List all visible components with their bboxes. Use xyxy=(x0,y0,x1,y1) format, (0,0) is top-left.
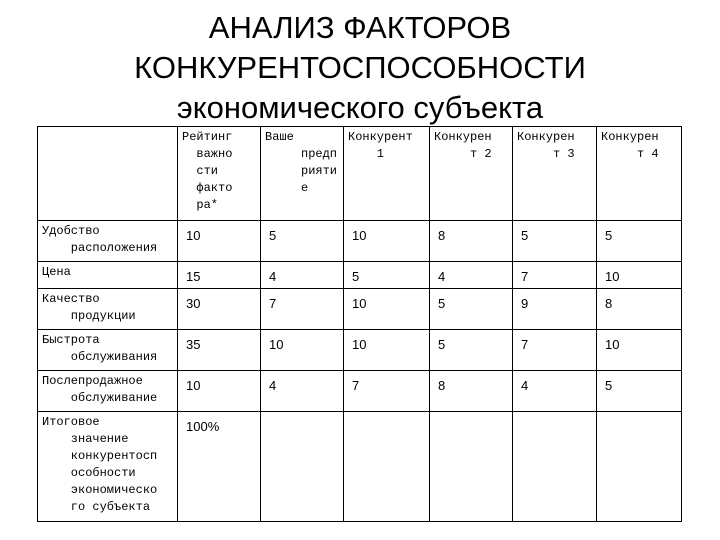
value-cell: 10 xyxy=(261,330,344,371)
value-cell: 9 xyxy=(513,289,597,330)
value-cell: 7 xyxy=(261,289,344,330)
value-cell xyxy=(344,412,430,522)
table-row xyxy=(38,412,682,522)
value-cell xyxy=(430,412,513,522)
header-cell: Конкурен т 4 xyxy=(597,127,682,221)
value-cell: 8 xyxy=(430,221,513,262)
value-cell: 5 xyxy=(597,221,682,262)
table-row xyxy=(38,371,682,412)
page-title xyxy=(0,8,720,128)
header-cell: Конкурент 1 xyxy=(344,127,430,221)
title-line-1: АНАЛИЗ ФАКТОРОВ xyxy=(208,10,512,45)
value-cell: 4 xyxy=(513,371,597,412)
value-cell: 5 xyxy=(430,330,513,371)
value-cell: 5 xyxy=(261,221,344,262)
value-cell: 10 xyxy=(597,330,682,371)
value-cell: 10 xyxy=(344,330,430,371)
value-cell: 10 xyxy=(178,221,261,262)
value-cell xyxy=(597,412,682,522)
header-cell: Конкурен т 2 xyxy=(430,127,513,221)
value-cell: 10 xyxy=(597,262,682,289)
row-label: Качество продукции xyxy=(38,289,178,330)
value-cell: 7 xyxy=(344,371,430,412)
value-cell: 4 xyxy=(261,262,344,289)
competitiveness-table xyxy=(37,126,682,522)
row-label: Быстрота обслуживания xyxy=(38,330,178,371)
value-cell: 15 xyxy=(178,262,261,289)
value-cell xyxy=(513,412,597,522)
value-cell: 30 xyxy=(178,289,261,330)
table-header-row xyxy=(38,127,682,221)
header-cell: Конкурен т 3 xyxy=(513,127,597,221)
value-cell: 10 xyxy=(344,289,430,330)
value-cell: 5 xyxy=(513,221,597,262)
header-cell: Рейтинг важно сти факто ра* xyxy=(178,127,261,221)
row-label: Цена xyxy=(38,262,178,289)
row-label: Послепродажное обслуживание xyxy=(38,371,178,412)
header-empty-cell xyxy=(38,127,178,221)
row-label: Удобство расположения xyxy=(38,221,178,262)
value-cell: 100% xyxy=(178,412,261,522)
value-cell: 10 xyxy=(344,221,430,262)
value-cell: 7 xyxy=(513,330,597,371)
header-cell: Ваше предп рияти е xyxy=(261,127,344,221)
value-cell: 5 xyxy=(597,371,682,412)
value-cell: 5 xyxy=(430,289,513,330)
value-cell: 4 xyxy=(261,371,344,412)
table-row xyxy=(38,262,682,289)
value-cell: 8 xyxy=(597,289,682,330)
value-cell: 5 xyxy=(344,262,430,289)
title-line-2: КОНКУРЕНТОСПОСОБНОСТИ xyxy=(134,50,586,85)
value-cell: 8 xyxy=(430,371,513,412)
value-cell: 10 xyxy=(178,371,261,412)
value-cell: 7 xyxy=(513,262,597,289)
table-row xyxy=(38,221,682,262)
value-cell: 35 xyxy=(178,330,261,371)
value-cell: 4 xyxy=(430,262,513,289)
title-line-3: экономического субъекта xyxy=(176,90,544,125)
table-row xyxy=(38,289,682,330)
table-row xyxy=(38,330,682,371)
value-cell xyxy=(261,412,344,522)
row-label: Итоговое значение конкурентосп особности экономическо го субъекта xyxy=(38,412,178,522)
